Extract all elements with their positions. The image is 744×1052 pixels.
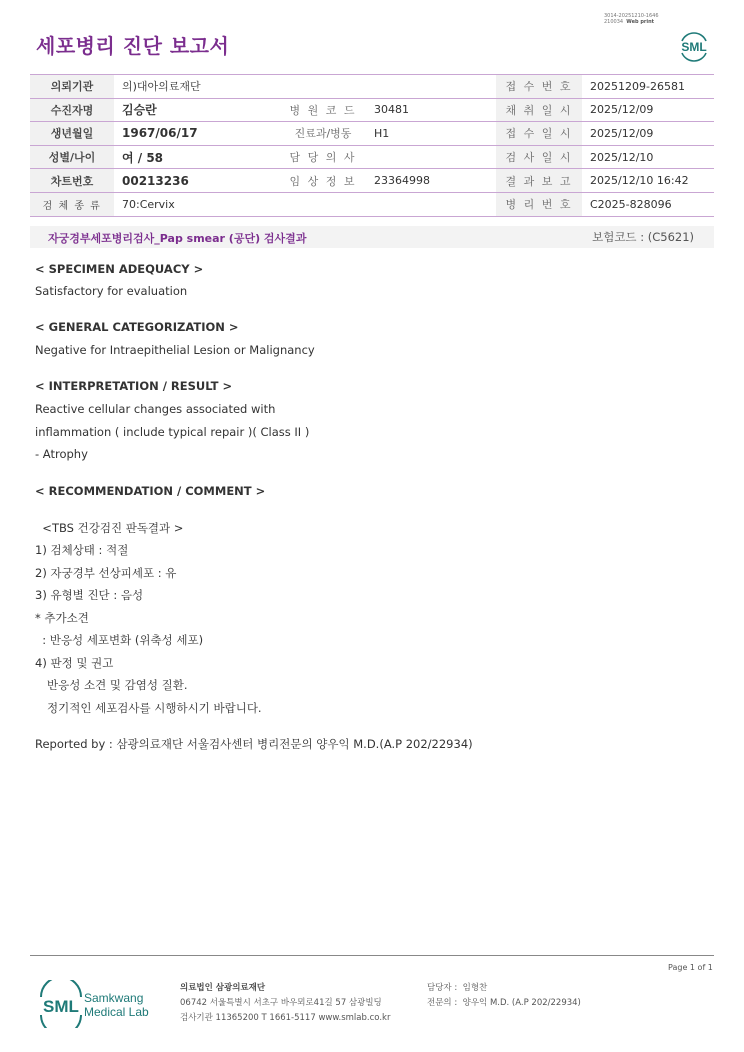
- result-line-2: 2) 자궁경부 선상피세포 : 유: [35, 566, 177, 580]
- clinical-value: 23364998: [366, 169, 496, 193]
- print-code: 3014-20251210-1646: [604, 13, 659, 19]
- footer-manager: 담당자 : 임형찬: [427, 983, 488, 993]
- req-org-label: 의뢰기관: [30, 75, 114, 99]
- patient-name-value: 김승란: [114, 98, 280, 122]
- samkwang-logo-icon: [36, 980, 166, 1028]
- general-heading: < GENERAL CATEGORIZATION >: [35, 320, 239, 334]
- doctor-value: [366, 145, 496, 169]
- adequacy-heading: < SPECIMEN ADEQUACY >: [35, 262, 204, 276]
- result-line-8: 정기적인 세포검사를 시행하시기 바랍니다.: [47, 701, 262, 715]
- table-row: [30, 169, 714, 193]
- general-text: Negative for Intraepithelial Lesion or Malignancy: [35, 343, 315, 357]
- dept-value: H1: [366, 122, 496, 146]
- report-date-value: 2025/12/10 16:42: [582, 169, 714, 193]
- collect-date-value: 2025/12/09: [582, 98, 714, 122]
- sex-age-label: 성별/나이: [30, 145, 114, 169]
- sex-age-value: 여 / 58: [114, 145, 280, 169]
- footer-logo-mark: SML: [43, 997, 79, 1016]
- result-line-3: 3) 유형별 진단 : 음성: [35, 588, 144, 602]
- specimen-value: 70:Cervix: [114, 192, 496, 216]
- exam-title: 자궁경부세포병리검사_Pap smear (공단) 검사결과: [48, 232, 307, 245]
- chart-no-label: 차트번호: [30, 169, 114, 193]
- receive-date-value: 2025/12/09: [582, 122, 714, 146]
- adequacy-text: Satisfactory for evaluation: [35, 284, 188, 298]
- patient-name-label: 수진자명: [30, 98, 114, 122]
- table-row: [30, 122, 714, 146]
- birth-label: 생년월일: [30, 122, 114, 146]
- chart-no-value: 00213236: [114, 169, 280, 193]
- sml-logo-text: SML: [681, 40, 707, 54]
- interpretation-heading: < INTERPRETATION / RESULT >: [35, 379, 233, 393]
- footer-logo-name-2: Medical Lab: [84, 1005, 149, 1019]
- path-no-value: C2025-828096: [582, 192, 714, 216]
- insurance-code: 보험코드 : (C5621): [592, 230, 694, 244]
- interpretation-line-2: inflammation ( include typical repair )( Class II ): [35, 425, 310, 439]
- reception-no-value: 20251209-26581: [582, 75, 714, 99]
- patient-info-table: [30, 74, 714, 217]
- birth-value: 1967/06/17: [114, 122, 280, 146]
- collect-date-label: 채 취 일 시: [496, 98, 582, 122]
- exam-title-bar: [30, 226, 714, 248]
- footer-logo-name-1: Samkwang: [84, 991, 144, 1005]
- print-code-2: 210034: [604, 19, 624, 25]
- footer-doctor: 전문의 : 양우익 M.D. (A.P 202/22934): [427, 998, 581, 1008]
- print-label: Web print: [626, 19, 655, 25]
- path-no-label: 병 리 번 호: [496, 192, 582, 216]
- table-row: [30, 145, 714, 169]
- table-row: [30, 192, 714, 216]
- receive-date-label: 접 수 일 시: [496, 122, 582, 146]
- result-line-7: 반응성 소견 및 감염성 질환.: [47, 678, 188, 692]
- interpretation-line-1: Reactive cellular changes associated with: [35, 402, 276, 416]
- exam-date-label: 검 사 일 시: [496, 145, 582, 169]
- interpretation-line-3: - Atrophy: [35, 447, 88, 461]
- req-org-value: 의)대아의료재단: [114, 75, 496, 99]
- reception-no-label: 접 수 번 호: [496, 75, 582, 99]
- result-line-5: : 반응성 세포변화 (위축성 세포): [35, 633, 204, 647]
- footer-license: 검사기관 11365200 T 1661-5117 www.smlab.co.kr: [180, 1013, 391, 1023]
- doctor-label: 담 당 의 사: [280, 145, 366, 169]
- dept-label: 진료과/병동: [280, 122, 366, 146]
- footer-address: 06742 서울특별시 서초구 바우뫼로41길 57 삼광빌딩: [180, 998, 382, 1008]
- table-row: [30, 75, 714, 99]
- specimen-label: 검 체 종 류: [30, 192, 114, 216]
- result-line-6: 4) 판정 및 권고: [35, 656, 114, 670]
- exam-date-value: 2025/12/10: [582, 145, 714, 169]
- footer-divider: [30, 955, 714, 956]
- clinical-label: 임 상 정 보: [280, 169, 366, 193]
- footer-org: 의료법인 삼광의료재단: [180, 983, 266, 993]
- result-line-1: 1) 검체상태 : 적절: [35, 543, 129, 557]
- hospital-code-value: 30481: [366, 98, 496, 122]
- reported-by: Reported by : 삼광의료재단 서울검사센터 병리전문의 양우익 M.D.(A.P 202/22934): [35, 737, 473, 751]
- page-number: Page 1 of 1: [668, 963, 713, 972]
- table-row: [30, 98, 714, 122]
- sml-logo-icon: [676, 28, 712, 64]
- result-line-4: * 추가소견: [35, 611, 89, 625]
- report-date-label: 결 과 보 고: [496, 169, 582, 193]
- tbs-heading: <TBS 건강검진 판독결과 >: [35, 521, 184, 535]
- report-title: 세포병리 진단 보고서: [36, 34, 230, 58]
- print-meta: [604, 13, 659, 25]
- hospital-code-label: 병 원 코 드: [280, 98, 366, 122]
- recommendation-heading: < RECOMMENDATION / COMMENT >: [35, 484, 266, 498]
